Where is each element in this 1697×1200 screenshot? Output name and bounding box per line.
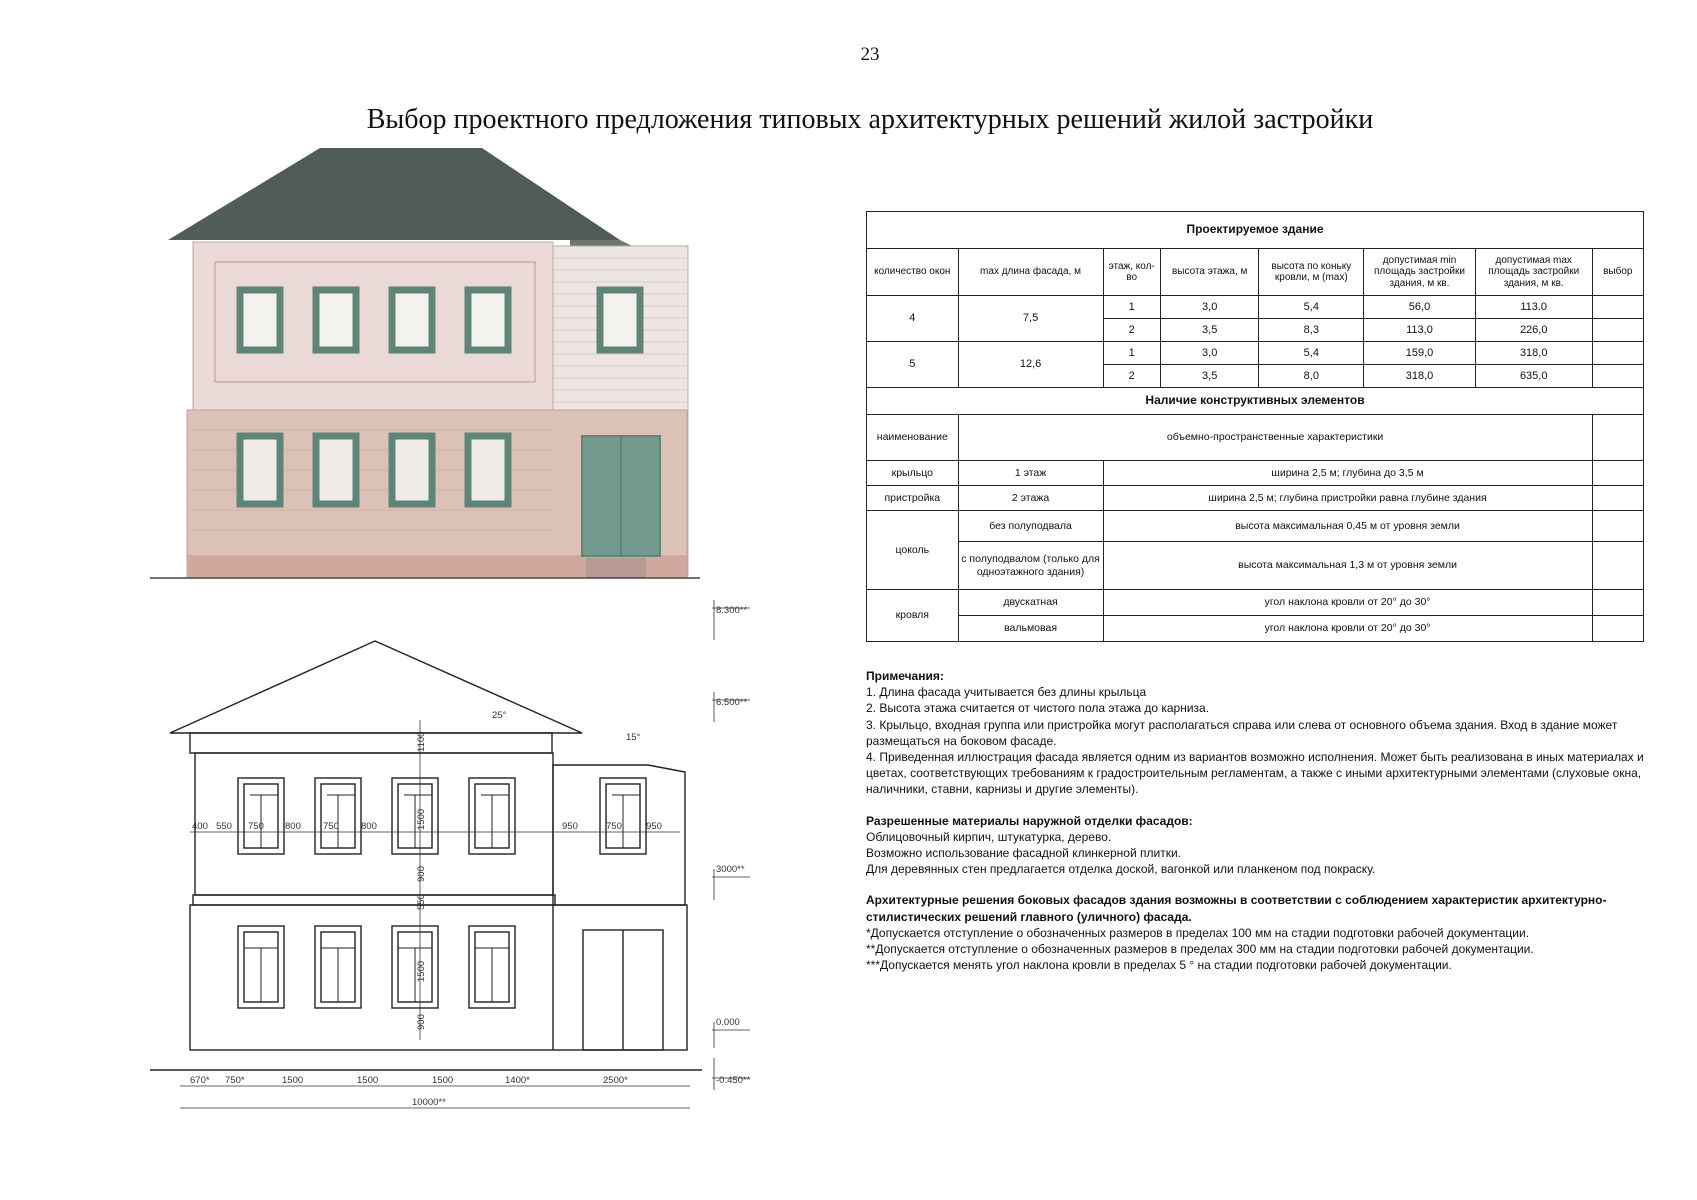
element-description: ширина 2,5 м; глубина пристройки равна глубине здания xyxy=(1103,486,1592,511)
dimension-label: 800 xyxy=(285,821,301,832)
element-variant: 2 этажа xyxy=(958,486,1103,511)
dimension-label: 1500 xyxy=(416,960,427,982)
side-facades-note: Архитектурные решения боковых фасадов здания возможны в соответствии с соблюдением характеристик архитектурно-стилистических решений главного (уличного) фасада. xyxy=(866,893,1607,924)
select-cell[interactable] xyxy=(1592,486,1643,511)
section-title: Наличие конструктивных элементов xyxy=(867,388,1644,415)
material-item: Облицовочный кирпич, штукатурка, дерево. xyxy=(866,829,1112,844)
ridge-height: 8,3 xyxy=(1259,319,1364,342)
floor-height: 3,5 xyxy=(1160,365,1259,388)
note-item: 4. Приведенная иллюстрация фасада является одним из вариантов возможно исполнения. Может быть реализована в иных материалах и цветах, соответствующих требованиям к градостроительным регламентам, а также с иными архитектурными элементами (слуховые окна, наличники, ставни, карнизы и другие элементы). xyxy=(866,750,1644,797)
element-variant: 1 этаж xyxy=(958,461,1103,486)
select-cell[interactable] xyxy=(1592,365,1643,388)
element-variant: без полуподвала xyxy=(958,511,1103,542)
min-area: 318,0 xyxy=(1364,365,1476,388)
max-area: 318,0 xyxy=(1475,342,1592,365)
column-header: количество окон xyxy=(867,249,959,296)
dimension-label: 670* xyxy=(190,1075,210,1086)
element-variant: вальмовая xyxy=(958,616,1103,642)
dimension-label: 950 xyxy=(562,821,578,832)
floor-height: 3,0 xyxy=(1160,296,1259,319)
dimension-label: 900 xyxy=(416,866,427,882)
dimension-label: 1500 xyxy=(282,1075,304,1086)
select-cell[interactable] xyxy=(1592,590,1643,616)
total-width: 10000** xyxy=(412,1097,446,1108)
select-cell[interactable] xyxy=(1592,319,1643,342)
element-description: ширина 2,5 м; глубина до 3,5 м xyxy=(1103,461,1592,486)
materials-heading: Разрешенные материалы наружной отделки фасадов: xyxy=(866,813,1193,828)
floor-count: 2 xyxy=(1103,365,1160,388)
element-description: высота максимальная 0,45 м от уровня земли xyxy=(1103,511,1592,542)
floor-height: 3,5 xyxy=(1160,319,1259,342)
dimension-label: 800 xyxy=(361,821,377,832)
floor-height: 3,0 xyxy=(1160,342,1259,365)
min-area: 56,0 xyxy=(1364,296,1476,319)
note-item: 1. Длина фасада учитывается без длины крыльца xyxy=(866,685,1147,700)
name-header: наименование xyxy=(867,415,959,461)
table-row xyxy=(867,461,1644,486)
roof-angle: 15° xyxy=(626,732,641,743)
select-cell[interactable] xyxy=(1592,342,1643,365)
footnote: **Допускается отступление о обозначенных размеров в пределах 300 мм на стадии подготовки рабочей документации. xyxy=(866,942,1534,957)
element-name: пристройка xyxy=(867,486,959,511)
section-title: Проектируемое здание xyxy=(867,212,1644,249)
windows-count: 5 xyxy=(867,342,959,388)
ridge-height: 5,4 xyxy=(1259,296,1364,319)
dimension-label: 950 xyxy=(646,821,662,832)
roof-angle: 25° xyxy=(492,710,507,721)
footnote: ***Допускается менять угол наклона кровли в пределах 5 ° на стадии подготовки рабочей документации. xyxy=(866,958,1452,973)
material-item: Возможно использование фасадной клинкерной плитки. xyxy=(866,846,1181,861)
dimension-label: 1500 xyxy=(432,1075,454,1086)
select-cell[interactable] xyxy=(1592,415,1643,461)
element-variant: двускатная xyxy=(958,590,1103,616)
dimension-label: 2500* xyxy=(603,1075,628,1086)
page-number: 23 xyxy=(860,44,880,65)
table-row xyxy=(867,616,1644,642)
floor-count: 1 xyxy=(1103,342,1160,365)
dimension-label: 1100 xyxy=(416,731,427,752)
dimension-label: 1500 xyxy=(357,1075,379,1086)
select-cell[interactable] xyxy=(1592,616,1643,642)
min-area: 113,0 xyxy=(1364,319,1476,342)
floor-count: 2 xyxy=(1103,319,1160,342)
dimension-label: 1400* xyxy=(505,1075,530,1086)
min-area: 159,0 xyxy=(1364,342,1476,365)
max-area: 226,0 xyxy=(1475,319,1592,342)
table-row xyxy=(867,511,1644,542)
material-item: Для деревянных стен предлагается отделка доской, вагонкой или планкеном под покраску. xyxy=(866,862,1376,877)
column-header: высота по коньку кровли, м (max) xyxy=(1259,249,1364,296)
dimension-label: 750 xyxy=(248,821,264,832)
floor-count: 1 xyxy=(1103,296,1160,319)
table-row xyxy=(867,342,1644,365)
element-description: угол наклона кровли от 20° до 30° xyxy=(1103,616,1592,642)
element-name: крыльцо xyxy=(867,461,959,486)
max-area: 635,0 xyxy=(1475,365,1592,388)
element-name: цоколь xyxy=(867,511,959,590)
table-row xyxy=(867,415,1644,461)
max-area: 113.0 xyxy=(1475,296,1592,319)
ridge-height: 5,4 xyxy=(1259,342,1364,365)
level-mark: -0.450** xyxy=(716,1075,751,1086)
dimension-label: 550 xyxy=(216,821,232,832)
dimension-label: 900 xyxy=(416,1014,427,1030)
element-description: угол наклона кровли от 20° до 30° xyxy=(1103,590,1592,616)
element-name: кровля xyxy=(867,590,959,642)
roof-outline xyxy=(170,641,582,733)
characteristics-header: объемно-пространственные характеристики xyxy=(958,415,1592,461)
note-item: 2. Высота этажа считается от чистого пола этажа до карниза. xyxy=(866,701,1210,716)
element-description: высота максимальная 1,3 м от уровня земли xyxy=(1103,542,1592,590)
select-cell[interactable] xyxy=(1592,511,1643,542)
table-row xyxy=(867,590,1644,616)
column-header: выбор xyxy=(1592,249,1643,296)
annex-outline xyxy=(553,765,685,905)
note-item: 3. Крыльцо, входная группа или пристройка могут располагаться справа или слева от основного объема здания. Вход в здание может размещаться на боковом фасаде. xyxy=(866,717,1618,748)
footnote: *Допускается отступление о обозначенных размеров в пределах 100 мм на стадии подготовки рабочей документации. xyxy=(866,925,1530,940)
select-cell[interactable] xyxy=(1592,296,1643,319)
notes-heading: Примечания: xyxy=(866,669,944,683)
select-cell[interactable] xyxy=(1592,461,1643,486)
select-cell[interactable] xyxy=(1592,542,1643,590)
table-row xyxy=(867,486,1644,511)
dimension-label: 750 xyxy=(323,821,339,832)
dimension-label: 550 xyxy=(416,894,427,910)
ridge-height: 8,0 xyxy=(1259,365,1364,388)
dimension-label: 750* xyxy=(225,1075,245,1086)
table-row xyxy=(867,542,1644,590)
level-mark: 0.000 xyxy=(716,1017,740,1028)
windows-count: 4 xyxy=(867,296,959,342)
level-mark: 6.500** xyxy=(716,697,748,708)
facade-length: 7,5 xyxy=(958,296,1103,342)
column-header: допустимая max площадь застройки здания, м кв. xyxy=(1475,249,1592,296)
column-header: этаж, кол-во xyxy=(1103,249,1160,296)
column-header: max длина фасада, м xyxy=(958,249,1103,296)
table-row xyxy=(867,296,1644,319)
building-parameters-table xyxy=(866,211,1644,642)
page-title: Выбор проектного предложения типовых архитектурных решений жилой застройки xyxy=(366,104,1374,135)
column-header: допустимая min площадь застройки здания, м кв. xyxy=(1364,249,1476,296)
dimension-label: 750 xyxy=(606,821,622,832)
notes-section xyxy=(866,668,1646,973)
level-mark: 8.300** xyxy=(716,605,748,616)
dimension-label: 1500 xyxy=(416,808,427,830)
level-mark: 3000** xyxy=(716,864,745,875)
column-header: высота этажа, м xyxy=(1160,249,1259,296)
dimension-label: 400 xyxy=(192,821,208,832)
element-variant: с полуподвалом (только для одноэтажного здания) xyxy=(958,542,1103,590)
facade-length: 12,6 xyxy=(958,342,1103,388)
